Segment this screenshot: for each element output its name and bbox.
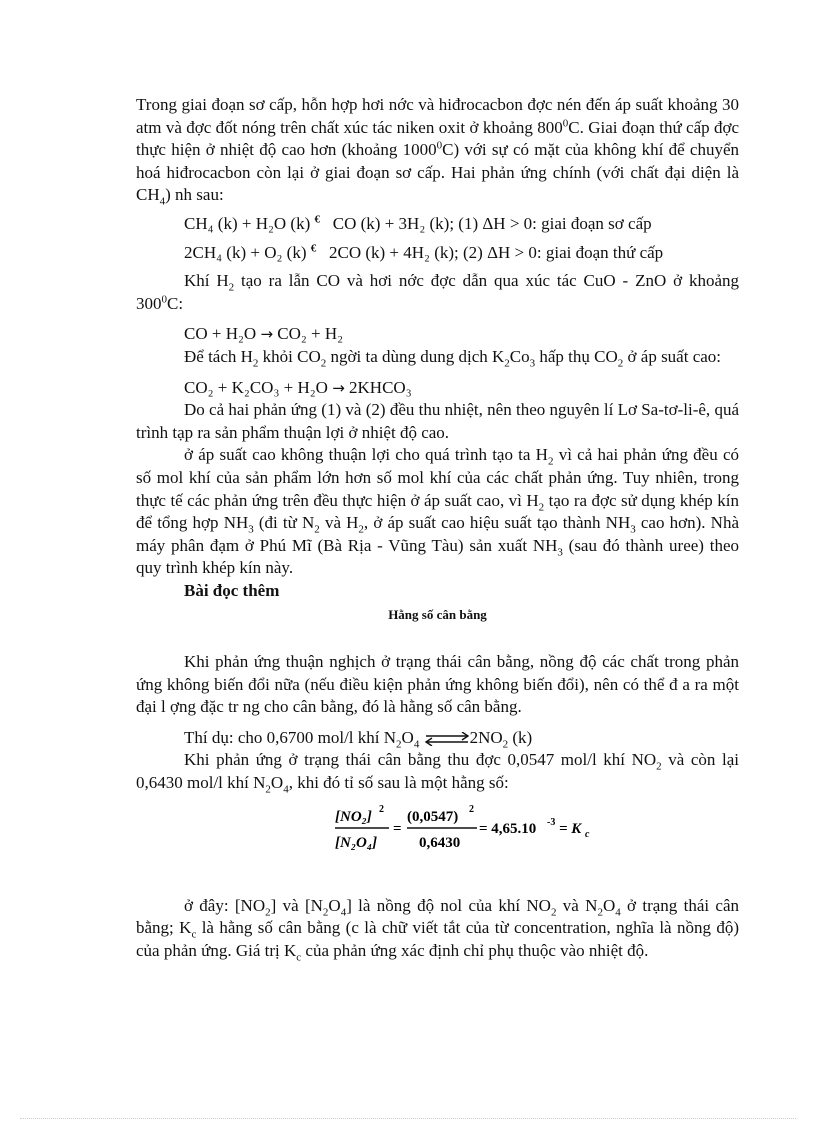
document-page (136, 94, 739, 962)
formula-result-end: = K (559, 820, 582, 837)
paragraph-co2-separation: Để tách $H_2$ khỏi $CO_2$ ngời ta dùng dung dịch $K_2Co_3$ hấp thụ $CO_2$ ở áp suất cao: (184, 346, 722, 370)
equation-1: CH₄ (k) + H₂O (k) € CO (k) + 3H₂ (k); (1) ΔH > 0: giai đoạn sơ cấp (184, 213, 652, 233)
formula-result-exp: -3 (547, 816, 556, 828)
formula-num-left: [NO₂] (335, 808, 372, 825)
formula-den-right: 0,6430 (419, 834, 461, 851)
equation-4: CO₂ + K₂CO₃ + H₂O → 2KHCO₃ (184, 377, 412, 397)
equation-3: CO + H₂O → CO₂ + H₂ (184, 324, 344, 344)
paragraph-equilibrium-values: Khi phản ứng ở trạng thái cân bằng thu đợc 0,0547 mol/l khí $NO_2$ và còn lại 0,6430 mol/l khí $N_2O_4$, khi đó tỉ số sau là một hằng số: (136, 750, 739, 796)
bottom-rule (20, 1118, 796, 1119)
paragraph-equilibrium-constant: Khi phản ứng thuận nghịch ở trạng thái cân bằng, nồng độ các chất trong phản ứng không biến đổi nữa (nếu điều kiện phản ứng không biến đổi), nên có thể đ a ra một đại l ợng đặc tr ng cho cân bằng, đó là hằng số cân bằng. (136, 652, 739, 717)
formula-result-sub: c (585, 828, 590, 840)
section-subheading: Hằng số cân bằng (388, 607, 487, 623)
svg-text:=: = (393, 820, 402, 837)
formula-result: = 4,65.10 (479, 820, 537, 837)
paragraph-definition: ở đây: $[NO_2]$ và $[N_2O_4]$ là nồng độ nol của khí $NO_2$ và $N_2O_4$ ở trạng thái cân bằng; $K_c$ là hằng số cân bằng (c là chữ viết tắt của từ concentration, nghĩa là nồng độ) của phản ứng. Giá trị $K_c$ của phản ứng xác định chỉ phụ thuộc vào nhiệt độ. (136, 895, 740, 964)
paragraph-primary-stage: Trong giai đoạn sơ cấp, hỗn hợp hơi nớc và hiđrocacbon đợc nén đến áp suất khoảng 30 atm và đợc đốt nóng trên chất xúc tác niken oxit ở khoảng $800^0C$. Giai đoạn thứ cấp đợc thực hiện ở nhiệt độ cao hơn (khoảng 1000$^0$C) với sự có mặt của không khí để chuyển hoá hiđrocacbon còn lại ở giai đoạn sơ cấp. Hai phản ứng chính (với chất đại diện là $CH_4$) nh sau: (136, 95, 740, 208)
formula-num-left-exp: 2 (379, 803, 384, 815)
equilibrium-formula (136, 803, 739, 855)
formula-num-right-exp: 2 (469, 803, 474, 815)
paragraph-pressure: ở áp suất cao không thuận lợi cho quá trình tạo ta $H_2$ vì cả hai phản ứng đều có số mol khí của sản phẩm lớn hơn số mol khí của các chất phản ứng. Tuy nhiên, trong thực tế các phản ứng trên đều thực hiện ở áp suất cao, vì $H_2$ tạo ra đợc sử dụng khép kín để tổng hợp $NH_3$ (đi từ $N_2$ và $H_2$, ở áp suất cao hiệu suất tạo thành $NH_3$ cao hơn). Nhà máy phân đạm ở Phú Mĩ (Bà Rịa - Vũng Tàu) sản xuất $NH_3$ (sau đó thành uree) theo quy trình khép kín này. (136, 445, 739, 578)
formula-den-left: [N₂O₄] (335, 834, 378, 851)
section-heading: Bài đọc thêm (184, 580, 280, 600)
paragraph-h2-purification: Khí $H_2$ tạo ra lẫn CO và hơi nớc đợc dẫn qua xúc tác CuO - ZnO ở khoảng $300^0C$: (136, 271, 739, 313)
equation-2: 2CH₄ (k) + O₂ (k) € 2CO (k) + 4H₂ (k); (2) ΔH > 0: giai đoạn thứ cấp (184, 241, 664, 262)
equilibrium-arrows-icon (424, 732, 470, 746)
paragraph-le-chatelier: Do cả hai phản ứng (1) và (2) đều thu nhiệt, nên theo nguyên lí Lơ Sa-tơ-li-ê, quá trình tạp ra sản phẩm thuận lợi ở nhiệt độ cao. (136, 400, 739, 442)
formula-num-right: (0,0547) (407, 808, 459, 825)
example-line: Thí dụ: cho 0,6700 mol/l khí $N_2O_4$ $2NO_2$ (k) (184, 727, 533, 751)
